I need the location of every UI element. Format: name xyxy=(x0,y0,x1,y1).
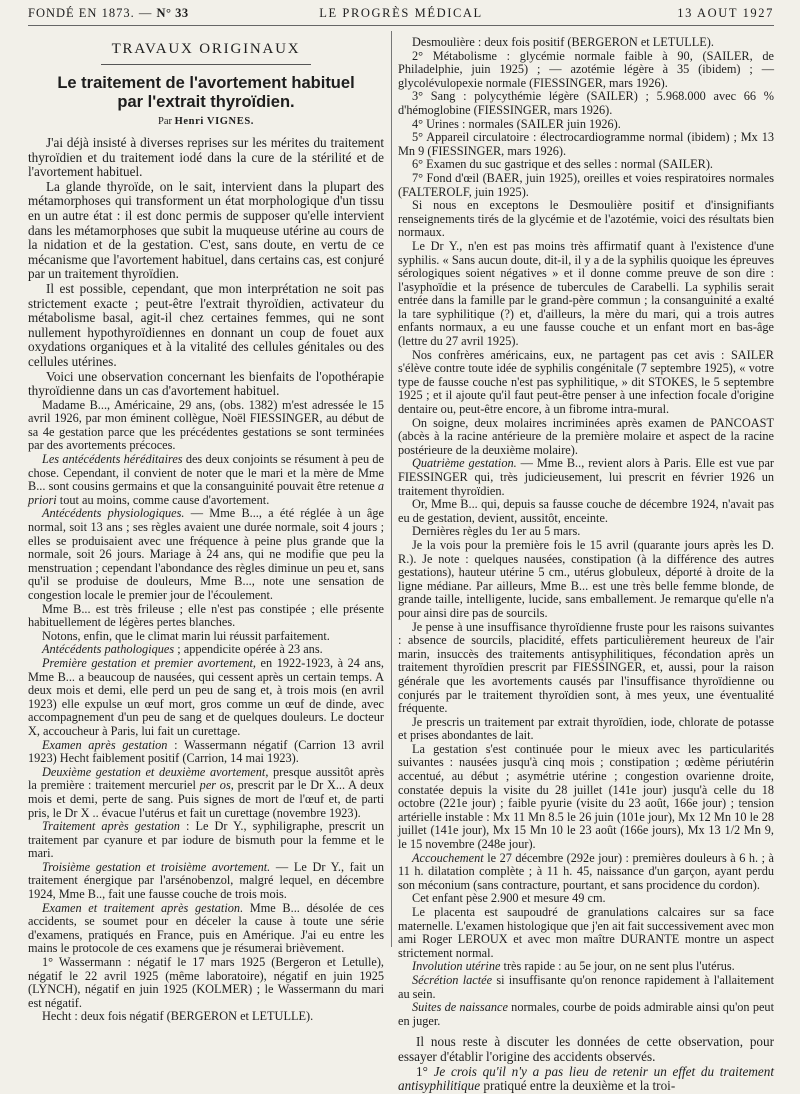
paragraph-text: Si nous en exceptons le Desmoulière positif et d'insignifiants renseignements tirés de la glycémie et de l'azotémie, voici des résultats bien normaux. xyxy=(398,198,774,240)
observation-paragraph xyxy=(28,861,384,902)
paragraph-text: : Le Dr Y., syphiligraphe, prescrit un traitement par cyanure et par iodure de bismuth pour la femme et le mari. xyxy=(28,819,384,861)
paragraph-text: 5° Appareil circulatoire : électrocardiogramme normal (ibidem) ; Mx 13 Mn 9 (FIESSINGER, mars 1926). xyxy=(398,130,774,158)
paragraph-tail: prescrit par le Dr X... A deux mois et demi, perte de sang. Puis signes de mort de l'œuf et, de parti pris, le Dr X .. évacue l'utérus et fait un curettage (novembre 1923). xyxy=(28,778,384,820)
paragraph-text: 3° Sang : polycythémie légère (SAILER) ; 5.968.000 avec 66 % d'hémoglobine (FIESSINGER, mars 1926). xyxy=(398,89,774,117)
observation-paragraph xyxy=(28,657,384,739)
paragraph-lead: Examen après gestation xyxy=(42,737,168,752)
paragraph-text: 1° xyxy=(416,1063,434,1079)
paragraph-text: Hecht : deux fois négatif (BERGERON et LETULLE). xyxy=(42,1009,314,1024)
paragraph-text: très rapide : au 5e jour, on ne sent plus l'utérus. xyxy=(500,959,735,974)
paragraph-text: le 27 décembre (292e jour) : premières douleurs à 6 h. ; à 11 h. dilatation complète ; à 11 h. 45, naissance d'un garçon, ayant perdu son méconium (sans contracture, pourtant, et sans procidence du cordon). xyxy=(398,850,774,892)
observation-paragraph xyxy=(398,852,774,893)
discussion-paragraph xyxy=(398,1065,774,1094)
paragraph-text: Mme B... désolée de ces accidents, se soumet pour en déceler la cause à toute une série d'examens, pratiqués en France, puis en Amérique. J'ai eu entre les mains le protocole de ces examens que je résumerai brièvement. xyxy=(28,900,384,956)
paragraph-text: Mme B... est très frileuse ; elle n'est pas constipée ; elle présente habituellement de légères pertes blanches. xyxy=(28,601,384,630)
observation-paragraph xyxy=(398,118,774,132)
paragraph-text: Je prescris un traitement par extrait thyroïdien, iode, chlorate de potasse et prises abondantes de lait. xyxy=(398,714,774,743)
observation-paragraph xyxy=(398,240,774,349)
observation-paragraph xyxy=(398,743,774,852)
observation-paragraph xyxy=(398,50,774,91)
observation-paragraph xyxy=(398,539,774,621)
observation-paragraph xyxy=(28,766,384,820)
observation-paragraph xyxy=(28,1010,384,1024)
paragraph-text: On soigne, deux molaires incriminées après examen de PANCOAST (abcès à la racine antérieure de la première molaire et aspect de la racine postérieure de la deuxième molaire). xyxy=(398,415,774,457)
paragraph-lead: Les antécédents héréditaires xyxy=(42,452,183,467)
paragraph-emphasis: a priori xyxy=(28,479,384,507)
paragraph-text: Je pense à une insuffisance thyroïdienne fruste pour les raisons suivantes : absence de sourcils, placidité, effets particulièrement heureux de l'air marin, insuccès des traitements antisyphilitiques, fécondation après un traitement thyroïdien prescrit par FIESSINGER, et, aussi, pour la raison générale que les avortements causés par l'insuffisance thyroïdienne ou conjurés par le traitement thyroïdien sont, à mes yeux, une éventualité fréquente. xyxy=(398,619,774,716)
paragraph-text: — Le Dr Y., fait un traitement énergique par l'arsénobenzol, malgré lequel, en décembre 1924, Mme B.., fait une fausse couche de trois mois. xyxy=(28,859,384,902)
observation-paragraph xyxy=(28,820,384,861)
observation-paragraph xyxy=(398,525,774,539)
paragraph-text: 2° Métabolisme : glycémie normale faible à 90, (SAILER, de Philadelphie, juin 1925) ; — azotémie légère à 35 (ibidem) ; — glycolévulopexie normale (FIESSINGER, mars 1926). xyxy=(398,48,774,90)
title-line-1: Le traitement de l'avortement habituel xyxy=(57,74,355,92)
paragraph-text: 7° Fond d'œil (BAER, juin 1925), oreilles et voies respiratoires normales (FALTEROLF, juin 1925). xyxy=(398,170,774,199)
paragraph-emphasis: Je crois qu'il n'y a pas lieu de retenir un effet du traitement antisyphilitique xyxy=(398,1063,774,1094)
paragraph-text: 4° Urines : normales (SAILER juin 1926). xyxy=(412,116,621,131)
paragraph-tail: tout au moins, comme cause d'avortement. xyxy=(56,492,270,507)
paragraph-lead: Quatrième gestation. xyxy=(412,456,517,471)
observation-paragraph xyxy=(398,457,774,498)
observation-paragraph xyxy=(28,643,384,657)
paragraph-tail: pratiqué entre la deuxième et la troi- xyxy=(480,1078,676,1094)
paragraph-text: normales, courbe de poids admirable ainsi qu'on peut en juger. xyxy=(398,1000,774,1028)
column-divider xyxy=(391,31,392,947)
paragraph-text: Dernières règles du 1er au 5 mars. xyxy=(412,524,581,539)
observation-paragraph xyxy=(398,1001,774,1028)
paragraph-text: — Mme B..., a été réglée à un âge normal, soit 13 ans ; ses règles avaient une durée normale, soit 4 jours ; elles se produisaient avec une fréquence à peine plus grande que la normale, soit 26 jours. Mariage à 24 ans, qui ne modifie que peu la menstruation ; cependant l'abondance des règles diminue un peu et, sans qu'il se produise de douleurs, Mme B..., note une sensation de congestion locale le premier jour de l'écoulement. xyxy=(28,506,384,602)
observation-paragraph xyxy=(398,417,774,458)
observation-paragraph xyxy=(398,349,774,417)
paragraph-text: La glande thyroïde, on le sait, intervient dans la plupart des métamorphoses qui transforment un état morphologique d'un tissu en un autre état : il est donc permis de supposer qu'elle intervient dans les métamorphoses que subit la muqueuse utérine au cours de la nidation et de la gestation. C'est, sans doute, en vertu de ce mécanisme que l'avortement habituel, dans certains cas, est conjuré par un traitement thyroïdien. xyxy=(28,178,384,282)
paragraph-text: Desmoulière : deux fois positif (BERGERON et LETULLE). xyxy=(412,35,714,49)
left-column xyxy=(28,36,385,1024)
issue-date: 13 AOUT 1927 xyxy=(677,6,774,20)
observation-paragraph xyxy=(28,630,384,644)
paragraph-text: 1° Wassermann : négatif le 17 mars 1925 (Bergeron et Letulle), négatif le 22 avril 1925 (même laboratoire), négatif en juin 1925 (LYNCH), négatif en juin 1925 (KOLMER) ; le Wassermann du mari est négatif. xyxy=(28,955,384,1010)
observation-paragraph xyxy=(398,90,774,117)
paragraph-text: si insuffisante qu'on renonce rapidement à l'allaitement au sein. xyxy=(398,972,774,1001)
founded-text: FONDÉ EN 1873. — xyxy=(28,6,153,20)
observation-paragraph xyxy=(28,739,384,766)
paragraph-lead: Deuxième gestation et deuxième avortement, xyxy=(42,764,269,779)
right-column xyxy=(398,35,774,1094)
issue-number: N° 33 xyxy=(156,6,189,20)
observation-paragraph xyxy=(28,399,384,453)
intro-paragraph xyxy=(28,136,384,180)
byline xyxy=(28,115,384,128)
observation-paragraph xyxy=(398,960,774,974)
paragraph-lead: Examen et traitement après gestation. xyxy=(42,900,244,915)
author-name: Henri VIGNES. xyxy=(174,116,254,127)
paragraph-text: La gestation s'est continuée pour le mieux avec les particularités suivantes : nausées jusqu'à cinq mois ; constipation ; œdème périutérin accentué, au début ; asymétrie utérine ; congestion ovarienne droite, constatée depuis la visite du 28 juillet (141e jour) jusqu'à celle du 18 octobre (221e jour) ; faible pyurie (visite du 23 août, 166e jour) ; tension artérielle instable : Mx 11 Mn 8.5 le 26 juin (101e jour), Mx 12 Mn 10 le 28 juillet (141e jour), Mx 15 Mn 10 le 23 août (166e jours), Mx 13 1/2 Mn 9, le 15 novembre (248e jour). xyxy=(398,741,774,852)
paragraph-text: Il est possible, cependant, que mon interprétation ne soit pas strictement exacte ; peut-être l'extrait thyroïdien, activateur du métabolisme basal, agit-il chez certaines femmes, qui ne sont nullement hypothyroïdiennes en donnant un coup de fouet aux oxydations organiques et à la vitalité des cellules génitales ou des cellules utérines. xyxy=(28,280,384,369)
paragraph-text: Notons, enfin, que le climat marin lui réussit parfaitement. xyxy=(42,628,330,643)
observation-paragraph xyxy=(398,172,774,199)
paragraph-text: — Mme B.., revient alors à Paris. Elle est vue par FIESSINGER qui, très judicieusement, lui prescrit en février 1926 un traitement thyroïdien. xyxy=(398,456,774,498)
observation-paragraph xyxy=(28,603,384,630)
paragraph-text: Il nous reste à discuter les données de cette observation, pour essayer d'établir l'origine des accidents observés. xyxy=(398,1034,774,1064)
paragraph-text: : Wassermann négatif (Carrion 13 avril 1923) Hecht faiblement positif (Carrion, 14 mai 1923). xyxy=(28,737,385,766)
intro-paragraph xyxy=(28,282,384,370)
running-header xyxy=(28,5,774,23)
paragraph-text: Or, Mme B... qui, depuis sa fausse couche de décembre 1924, n'avait pas eu de gestation, devient, aussitôt, enceinte. xyxy=(398,497,774,525)
paragraph-lead: Antécédents pathologiques xyxy=(42,642,175,657)
paragraph-text: Voici une observation concernant les bienfaits de l'opothérapie thyroïdienne dans un cas d'avortement habituel. xyxy=(28,368,384,399)
paragraph-lead: Troisième gestation et troisième avortement. xyxy=(42,859,271,874)
observation-paragraph xyxy=(398,906,774,960)
intro-paragraph xyxy=(28,180,384,282)
observation-paragraph xyxy=(398,716,774,743)
paragraph-text: 6° Examen du suc gastrique et des selles : normal (SAILER). xyxy=(412,157,713,172)
paragraph-text: Je la vois pour la première fois le 15 avril (quarante jours après les D. R.). Je note : quelques nausées, constipation (à la différence des autres gestations), hauteur utérine 5 cm., utérus globuleux, déporté à droite de la ligne médiane. Par ailleurs, Mme B... est une très belle femme blonde, de grande taille, intelligente, lucide, sans emballement. Je remarque qu'elle n'a pour ainsi dire pas de sourcils. xyxy=(398,537,774,620)
paragraph-text: J'ai déjà insisté à diverses reprises sur les mérites du traitement thyroïdien et du traitement iodé dans la cure de la stérilité et de l'avortement habituel. xyxy=(28,135,384,180)
observation-paragraph xyxy=(398,36,774,50)
paragraph-text: presque aussitôt après la première : traitement mercuriel xyxy=(28,764,385,793)
observation-paragraph xyxy=(398,621,774,716)
title-line-2: par l'extrait thyroïdien. xyxy=(117,93,295,111)
section-title: TRAVAUX ORIGINAUX xyxy=(111,41,301,57)
intro-paragraph xyxy=(28,370,384,399)
journal-name: LE PROGRÈS MÉDICAL xyxy=(319,6,483,20)
observation-paragraph xyxy=(398,158,774,172)
paragraph-text: Le placenta est saupoudré de granulations calcaires sur sa face maternelle. L'examen histologique que j'en ait fait successivement avec mon ami Roger LEROUX et avec mon maître DURANTE montre un aspect strictement normal. xyxy=(398,905,774,960)
discussion-paragraph xyxy=(398,1035,774,1064)
paragraph-lead: Sécrétion lactée xyxy=(412,972,493,987)
paragraph-text: Le Dr Y., n'en est pas moins très affirmatif quant à l'existence d'une syphilis. « Sans aucun doute, dit-il, il y a de la syphilis quoique les épreuves sérologiques soient négatives » et il donne comme preuve de son dire : l'asyphoïdie et la présence de tubercules de Carabelli. La syphilis serait entrée dans la famille par le grand-père commun ; la consanguinité a exalté la tare syphilitique (?) et, d'ailleurs, la mère du mari, qui a trois autres enfants normaux, a eu une fausse couche et un enfant mort en bas-âge (lettre du 27 avril 1925). xyxy=(398,238,774,349)
paragraph-lead: Traitement après gestation xyxy=(42,819,180,834)
paragraph-emphasis: per os, xyxy=(199,778,234,793)
observation-paragraph xyxy=(28,453,384,507)
observation-paragraph xyxy=(398,199,774,240)
paragraph-lead: Antécédents physiologiques. xyxy=(42,506,185,521)
paragraph-text: des deux conjoints se résument à peu de chose. Cependant, il convient de noter que le mari et la mère de Mme B... sont cousins germains et que la consanguinité pouvait être retenue xyxy=(28,452,384,494)
paragraph-text: en 1922-1923, à 24 ans, Mme B... a beaucoup de nausées, qui cessent après un certain temps. A deux mois et demi, elle perd un peu de sang et, à trois mois (en avril 1923) elle expulse un œuf mort, gros comme un œuf de dinde, avec accompagnement d'un peu de sang et de quelques douleurs. Le docteur X, accoucheur à Paris, lui fait un curettage. xyxy=(28,655,384,738)
observation-paragraph xyxy=(28,902,384,956)
paragraph-text: ; appendicite opérée à 23 ans. xyxy=(174,642,323,657)
paragraph-text: Cet enfant pèse 2.900 et mesure 49 cm. xyxy=(412,891,606,906)
article-title xyxy=(28,74,384,112)
paragraph-lead: Première gestation et premier avortement, xyxy=(42,655,256,670)
paragraph-lead: Suites de naissance xyxy=(412,1000,508,1015)
observation-paragraph xyxy=(28,956,384,1010)
observation-paragraph xyxy=(398,892,774,906)
header-rule xyxy=(28,25,774,26)
paragraph-lead: Accouchement xyxy=(412,850,484,865)
byline-prefix: Par xyxy=(158,116,172,127)
observation-paragraph xyxy=(28,507,384,602)
observation-paragraph xyxy=(398,131,774,158)
paragraph-lead: Involution utérine xyxy=(412,959,501,974)
observation-paragraph xyxy=(398,974,774,1001)
observation-paragraph xyxy=(398,498,774,525)
paragraph-text: Nos confrères américains, eux, ne partagent pas cet avis : SAILER s'élève contre toute idée de syphilis congénitale (7 septembre 1925), « votre type de fausse couche n'est pas syphilitique, » dit STOKES, le 5 septembre 1925 ; et il ajoute qu'il faut peut-être penser à une infection focale d'origine dentaire ou, peut-être encore, à un fibrome intra-mural. xyxy=(398,347,774,417)
section-rule xyxy=(101,64,311,65)
paragraph-text: Madame B..., Américaine, 29 ans, (obs. 1382) m'est adressée le 15 avril 1926, par mon éminent collègue, Noël FIESSINGER, au début de sa 4e gestation parce que les précédentes gestations se sont terminées par des avortements précoces. xyxy=(28,397,384,453)
